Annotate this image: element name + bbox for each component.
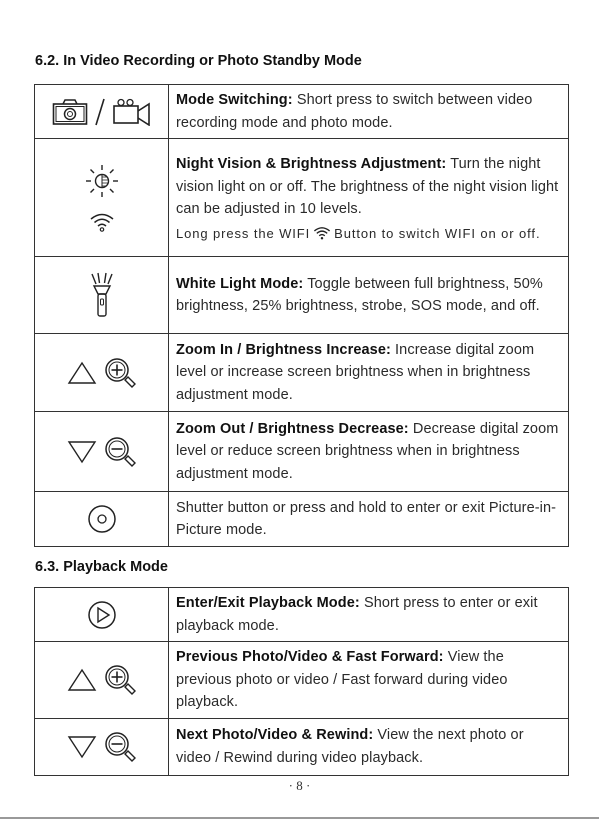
- row-label: Zoom In / Brightness Increase:: [176, 341, 391, 358]
- icon-cell: [35, 718, 169, 775]
- description-cell: [169, 334, 569, 412]
- table-row: [35, 718, 569, 775]
- row-text: View the previous photo or video / Fast forward during video playback.: [176, 649, 508, 710]
- description-cell: [169, 85, 569, 139]
- zoom-out-icon: [103, 435, 137, 469]
- description-cell: [169, 492, 569, 547]
- wifi-icon: [89, 212, 115, 232]
- row-text: Increase digital zoom level or increase screen brightness when in brightness adjustment mode.: [176, 341, 535, 403]
- bottom-rule: [0, 817, 599, 819]
- page-number: · 8 ·: [288, 778, 311, 793]
- table-row: [35, 412, 569, 492]
- row-text: Toggle between full brightness, 50% brightness, 25% brightness, strobe, SOS mode, and off.: [176, 275, 543, 314]
- description-cell: [169, 139, 569, 257]
- table-row: [35, 85, 569, 139]
- row-label: Night Vision & Brightness Adjustment:: [176, 156, 447, 173]
- description-cell: [169, 257, 569, 334]
- icon-cell: [35, 85, 169, 139]
- row-label: Enter/Exit Playback Mode:: [176, 595, 360, 611]
- icon-cell: [35, 642, 169, 719]
- wifi-note: [176, 225, 562, 242]
- section-title-standby: 6.2. In Video Recording or Photo Standby Mode: [35, 53, 362, 69]
- row-label: Next Photo/Video & Rewind:: [176, 727, 374, 743]
- play-icon: [87, 600, 117, 630]
- video-camera-icon: [112, 98, 152, 126]
- row-label: Previous Photo/Video & Fast Forward:: [176, 649, 444, 665]
- icon-cell: [35, 412, 169, 492]
- shutter-icon: [87, 504, 117, 534]
- icon-cell: [35, 588, 169, 642]
- row-text: Decrease digital zoom level or reduce screen brightness when in brightness adjustment mode.: [176, 420, 559, 482]
- row-label: White Light Mode:: [176, 275, 304, 292]
- row-text: Short press to switch between video recording mode and photo mode.: [176, 92, 533, 131]
- row-text: Short press to enter or exit playback mode.: [176, 595, 538, 634]
- icon-cell: [35, 492, 169, 547]
- icon-cell: [35, 334, 169, 412]
- icon-cell: [35, 257, 169, 334]
- table-row: [35, 139, 569, 257]
- table-row: [35, 492, 569, 547]
- description-cell: [169, 642, 569, 719]
- icon-cell: [35, 139, 169, 257]
- slash-icon: [94, 97, 106, 127]
- playback-mode-table: [34, 587, 569, 776]
- down-triangle-icon: [67, 440, 97, 464]
- description-cell: [169, 588, 569, 642]
- row-label: Mode Switching:: [176, 92, 293, 108]
- table-row: [35, 588, 569, 642]
- flashlight-icon: [89, 272, 115, 318]
- table-row: [35, 257, 569, 334]
- section-title-playback: 6.3. Playback Mode: [35, 559, 168, 575]
- row-text: View the next photo or video / Rewind during video playback.: [176, 727, 524, 766]
- inline-wifi-icon: [313, 226, 331, 240]
- wifi-note-after: Button to switch WIFI on or off.: [334, 225, 541, 241]
- up-triangle-icon: [67, 361, 97, 385]
- table-row: [35, 334, 569, 412]
- description-cell: [169, 412, 569, 492]
- row-label: Zoom Out / Brightness Decrease:: [176, 420, 409, 437]
- zoom-in-icon: [103, 356, 137, 390]
- camera-icon: [52, 98, 88, 126]
- row-text: Shutter button or press and hold to enter or exit Picture-in-Picture mode.: [176, 499, 557, 538]
- description-cell: [169, 718, 569, 775]
- down-triangle-icon: [67, 735, 97, 759]
- table-row: [35, 642, 569, 719]
- row-text: Turn the night vision light on or off. The brightness of the night vision light can be adjusted in 10 levels.: [176, 156, 559, 218]
- night-vision-icon: [85, 164, 119, 198]
- standby-mode-table: [34, 84, 569, 547]
- up-triangle-icon: [67, 668, 97, 692]
- zoom-out-icon: [103, 730, 137, 764]
- wifi-note-before: Long press the WIFI: [176, 225, 311, 241]
- zoom-in-icon: [103, 663, 137, 697]
